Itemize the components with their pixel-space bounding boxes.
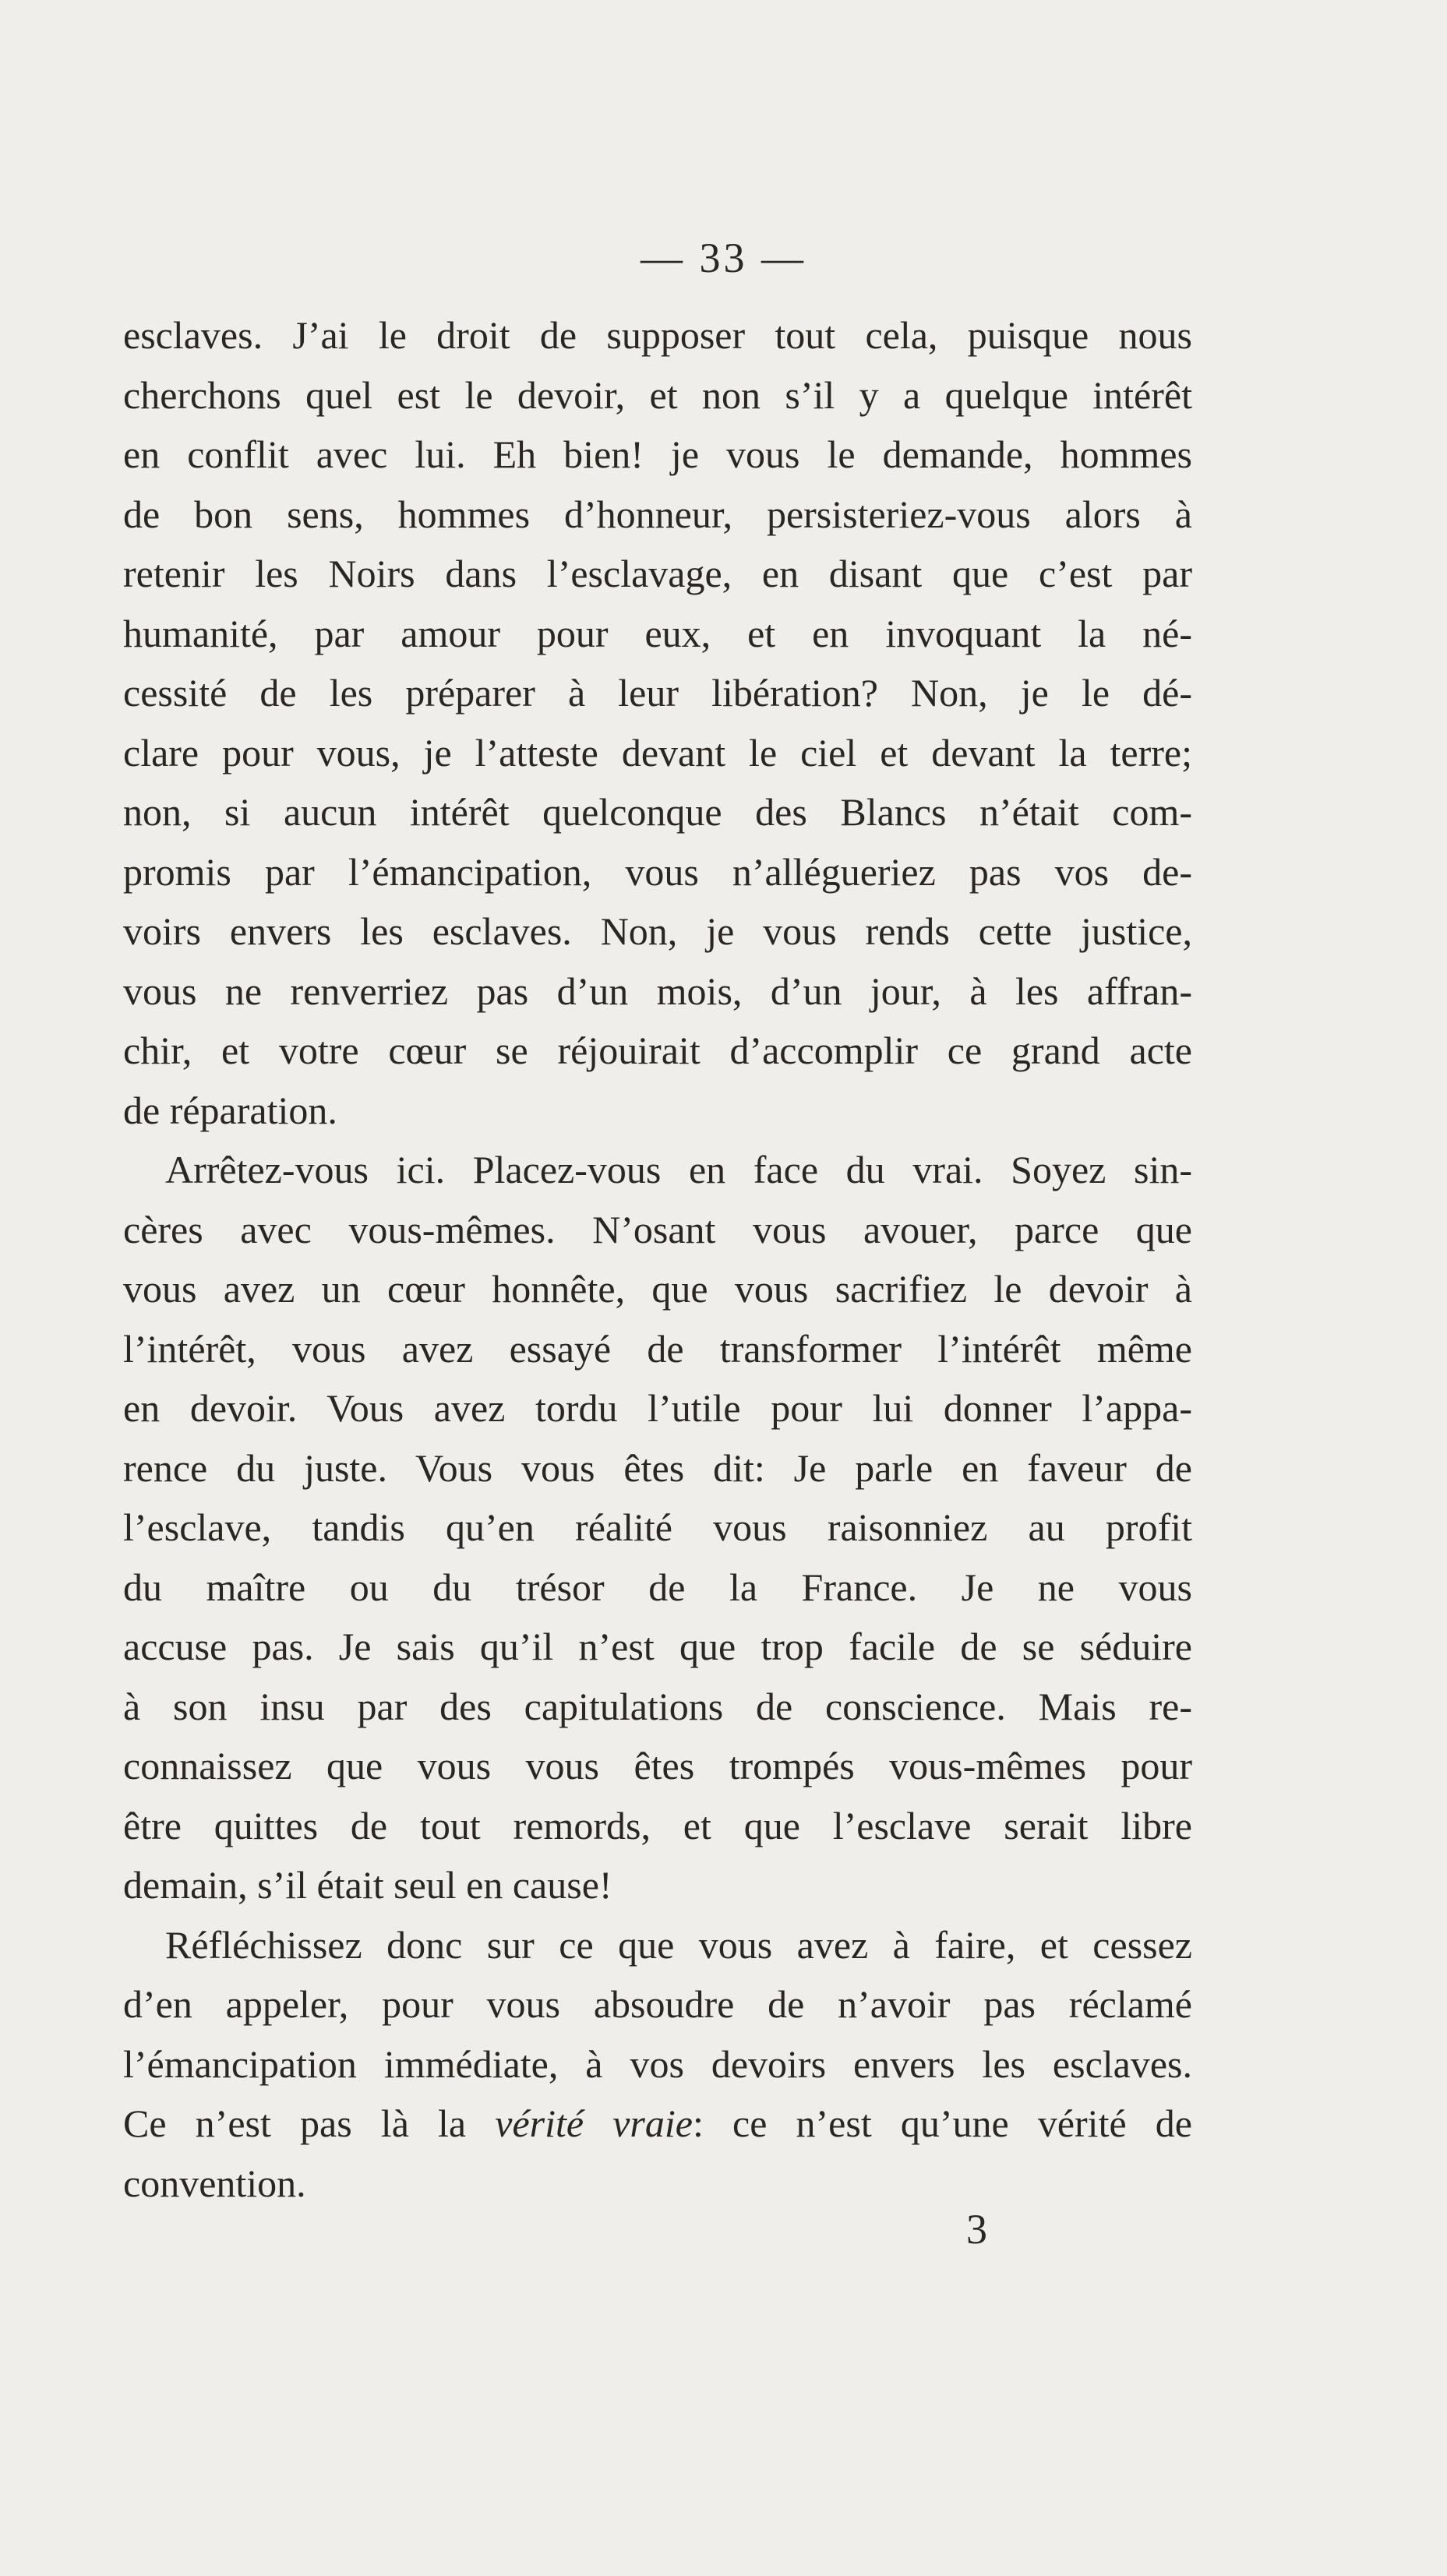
text-line: l’intérêt, vous avez essayé de transformer l’intérêt même: [123, 1326, 1192, 1371]
text-line: non, si aucun intérêt quelconque des Blancs n’était com-: [123, 790, 1192, 834]
text-line: en devoir. Vous avez tordu l’utile pour lui donner l’appa-: [123, 1386, 1192, 1430]
text-line: en conflit avec lui. Eh bien! je vous le demande, hommes: [123, 432, 1192, 476]
text-line: d’en appeler, pour vous absoudre de n’avoir pas réclamé: [123, 1982, 1192, 2026]
text-line: cères avec vous-mêmes. N’osant vous avouer, parce que: [123, 1207, 1192, 1251]
text-line: de bon sens, hommes d’honneur, persisteriez-vous alors à: [123, 492, 1192, 536]
text-line: clare pour vous, je l’atteste devant le ciel et devant la terre;: [123, 730, 1192, 775]
text-line: rence du juste. Vous vous êtes dit: Je parle en faveur de: [123, 1445, 1192, 1490]
text-line: l’esclave, tandis qu’en réalité vous raisonniez au profit: [123, 1505, 1192, 1549]
text-line: humanité, par amour pour eux, et en invoquant la né-: [123, 611, 1192, 655]
paragraph-first-line: Réfléchissez donc sur ce que vous avez à faire, et cessez: [165, 1922, 1192, 1967]
text-line: convention.: [123, 2161, 306, 2205]
text-line: être quittes de tout remords, et que l’esclave serait libre: [123, 1803, 1192, 1847]
text-line-with-italic: [123, 2094, 1192, 2154]
text-segment: : ce n’est qu’une vérité de: [692, 2101, 1192, 2145]
text-line: l’émancipation immédiate, à vos devoirs envers les esclaves.: [123, 2041, 1192, 2086]
paragraph-first-line: Arrêtez-vous ici. Placez-vous en face du vrai. Soyez sin-: [165, 1148, 1192, 1191]
body-text: [123, 305, 1192, 2213]
text-line: voirs envers les esclaves. Non, je vous rends cette justice,: [123, 909, 1192, 953]
text-line: connaissez que vous vous êtes trompés vous-mêmes pour: [123, 1744, 1192, 1787]
text-line: cessité de les préparer à leur libération? Non, je le dé-: [123, 671, 1192, 715]
text-line: du maître ou du trésor de la France. Je ne vous: [123, 1565, 1192, 1609]
text-line: cherchons quel est le devoir, et non s’il y a quelque intérêt: [123, 372, 1192, 417]
signature-mark: 3: [966, 2206, 987, 2253]
page-number: — 33 —: [641, 235, 806, 281]
text-line: accuse pas. Je sais qu’il n’est que trop facile de se séduire: [123, 1625, 1192, 1668]
text-line: chir, et votre cœur se réjouirait d’accomplir ce grand acte: [123, 1029, 1192, 1072]
italic-phrase: vérité vraie: [495, 2101, 693, 2145]
text-line: retenir les Noirs dans l’esclavage, en disant que c’est par: [123, 552, 1192, 595]
text-line: vous ne renverriez pas d’un mois, d’un jour, à les affran-: [123, 969, 1192, 1013]
text-line: à son insu par des capitulations de conscience. Mais re-: [123, 1684, 1192, 1728]
text-line: promis par l’émancipation, vous n’allégueriez pas vos de-: [123, 849, 1192, 894]
text-line: vous avez un cœur honnête, que vous sacrifiez le devoir à: [123, 1267, 1192, 1311]
text-line: esclaves. J’ai le droit de supposer tout cela, puisque nous: [123, 313, 1192, 357]
text-line: de réparation.: [123, 1088, 337, 1132]
text-line: demain, s’il était seul en cause!: [123, 1863, 612, 1907]
text-segment: Ce n’est pas là la: [123, 2101, 496, 2145]
